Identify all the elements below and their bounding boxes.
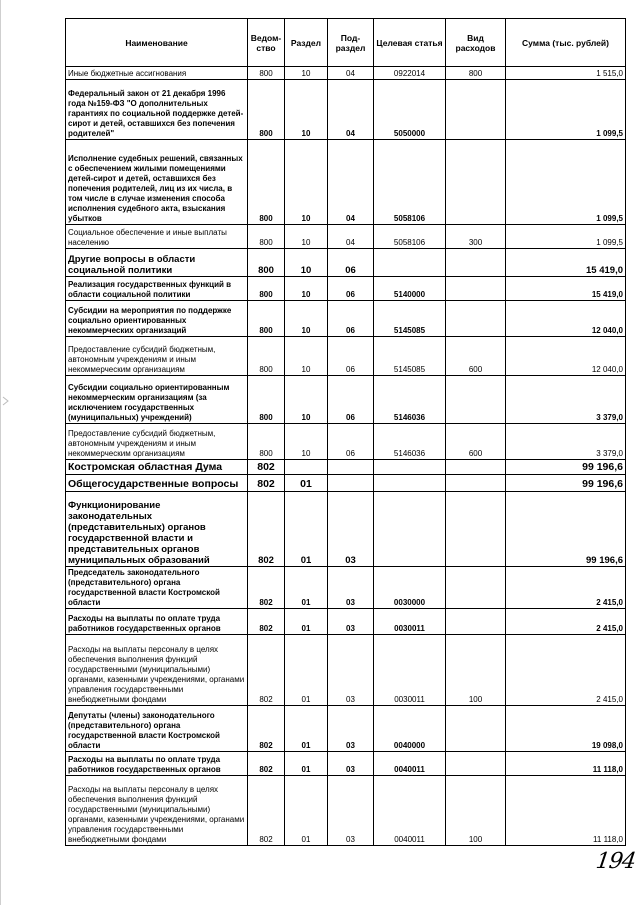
row-dept: 800 bbox=[248, 249, 285, 277]
row-expense bbox=[446, 492, 506, 567]
row-section bbox=[285, 460, 328, 475]
table-row bbox=[66, 337, 626, 376]
row-section: 10 bbox=[285, 67, 328, 80]
row-subsection: 03 bbox=[328, 706, 374, 752]
row-article: 5058106 bbox=[374, 140, 446, 225]
header-name: Наименование bbox=[66, 19, 248, 67]
row-section: 10 bbox=[285, 249, 328, 277]
row-name: Расходы на выплаты персоналу в целях обеспечения выполнения функций государственными (муниципальными) органами, казенными учреждениями, органами управления государственными внебюджетными фондами bbox=[66, 635, 248, 706]
row-expense bbox=[446, 80, 506, 140]
row-dept: 800 bbox=[248, 225, 285, 249]
row-expense bbox=[446, 609, 506, 635]
row-section: 10 bbox=[285, 301, 328, 337]
row-name: Федеральный закон от 21 декабря 1996 года №159-ФЗ "О дополнительных гарантиях по социальной поддержке детей-сирот и детей, оставшихся без попечения родителей" bbox=[66, 80, 248, 140]
row-dept: 802 bbox=[248, 460, 285, 475]
table-row bbox=[66, 277, 626, 301]
row-dept: 802 bbox=[248, 492, 285, 567]
row-name: Расходы на выплаты по оплате труда работников государственных органов bbox=[66, 752, 248, 776]
table-row bbox=[66, 706, 626, 752]
header-article: Целевая статья bbox=[374, 19, 446, 67]
row-subsection: 06 bbox=[328, 277, 374, 301]
row-name: Субсидии социально ориентированным некоммерческим организациям (за исключением государственных (муниципальных) учреждений) bbox=[66, 376, 248, 424]
row-name: Расходы на выплаты по оплате труда работников государственных органов bbox=[66, 609, 248, 635]
row-article: 0030011 bbox=[374, 609, 446, 635]
row-subsection: 03 bbox=[328, 609, 374, 635]
table-row bbox=[66, 424, 626, 460]
row-expense: 300 bbox=[446, 225, 506, 249]
row-expense bbox=[446, 376, 506, 424]
row-expense bbox=[446, 460, 506, 475]
row-sum: 12 040,0 bbox=[506, 337, 626, 376]
row-expense bbox=[446, 140, 506, 225]
row-article: 0040011 bbox=[374, 776, 446, 846]
row-name: Общегосударственные вопросы bbox=[66, 475, 248, 492]
row-sum: 2 415,0 bbox=[506, 635, 626, 706]
row-dept: 802 bbox=[248, 752, 285, 776]
row-section: 10 bbox=[285, 80, 328, 140]
row-dept: 800 bbox=[248, 67, 285, 80]
table-row bbox=[66, 140, 626, 225]
row-dept: 800 bbox=[248, 424, 285, 460]
table-row bbox=[66, 609, 626, 635]
row-subsection: 03 bbox=[328, 492, 374, 567]
row-name: Предоставление субсидий бюджетным, автономным учреждениям и иным некоммерческим организациям bbox=[66, 424, 248, 460]
row-dept: 800 bbox=[248, 337, 285, 376]
row-subsection: 06 bbox=[328, 424, 374, 460]
row-article: 0030000 bbox=[374, 567, 446, 609]
row-article: 5140000 bbox=[374, 277, 446, 301]
table-row bbox=[66, 249, 626, 277]
row-name: Расходы на выплаты персоналу в целях обеспечения выполнения функций государственными (муниципальными) органами, казенными учреждениями, органами управления государственными внебюджетными фондами bbox=[66, 776, 248, 846]
row-expense bbox=[446, 301, 506, 337]
row-section: 01 bbox=[285, 706, 328, 752]
row-section: 01 bbox=[285, 776, 328, 846]
row-expense: 100 bbox=[446, 635, 506, 706]
row-section: 01 bbox=[285, 492, 328, 567]
row-subsection: 06 bbox=[328, 337, 374, 376]
header-subsection: Под-раздел bbox=[328, 19, 374, 67]
table-row bbox=[66, 67, 626, 80]
row-article: 0030011 bbox=[374, 635, 446, 706]
row-dept: 800 bbox=[248, 301, 285, 337]
row-section: 10 bbox=[285, 277, 328, 301]
row-name: Депутаты (члены) законодательного (представительного) органа государственной власти Костромской области bbox=[66, 706, 248, 752]
table-row bbox=[66, 567, 626, 609]
row-sum: 2 415,0 bbox=[506, 567, 626, 609]
row-article: 5146036 bbox=[374, 424, 446, 460]
table-row bbox=[66, 460, 626, 475]
row-dept: 802 bbox=[248, 609, 285, 635]
page-number: 194 bbox=[594, 849, 637, 874]
row-sum: 1 099,5 bbox=[506, 80, 626, 140]
row-article: 5146036 bbox=[374, 376, 446, 424]
row-expense: 100 bbox=[446, 776, 506, 846]
row-name: Реализация государственных функций в области социальной политики bbox=[66, 277, 248, 301]
row-dept: 802 bbox=[248, 776, 285, 846]
row-name: Социальное обеспечение и иные выплаты населению bbox=[66, 225, 248, 249]
row-sum: 12 040,0 bbox=[506, 301, 626, 337]
row-article bbox=[374, 460, 446, 475]
row-sum: 15 419,0 bbox=[506, 249, 626, 277]
table-row bbox=[66, 635, 626, 706]
row-dept: 800 bbox=[248, 376, 285, 424]
row-sum: 15 419,0 bbox=[506, 277, 626, 301]
row-subsection: 03 bbox=[328, 752, 374, 776]
row-subsection bbox=[328, 475, 374, 492]
table-row bbox=[66, 376, 626, 424]
row-name: Предоставление субсидий бюджетным, автономным учреждениям и иным некоммерческим организациям bbox=[66, 337, 248, 376]
budget-table bbox=[65, 18, 626, 846]
row-expense bbox=[446, 475, 506, 492]
row-subsection: 04 bbox=[328, 225, 374, 249]
row-subsection: 06 bbox=[328, 249, 374, 277]
row-name: Субсидии на мероприятия по поддержке социально ориентированных некоммерческих организаций bbox=[66, 301, 248, 337]
row-sum: 1 099,5 bbox=[506, 140, 626, 225]
row-sum: 11 118,0 bbox=[506, 752, 626, 776]
row-expense bbox=[446, 706, 506, 752]
row-section: 10 bbox=[285, 140, 328, 225]
row-sum: 3 379,0 bbox=[506, 376, 626, 424]
row-expense: 800 bbox=[446, 67, 506, 80]
row-section: 01 bbox=[285, 752, 328, 776]
row-dept: 800 bbox=[248, 277, 285, 301]
row-expense: 600 bbox=[446, 337, 506, 376]
row-name: Функционирование законодательных (представительных) органов государственной власти и представительных органов муниципальных образований bbox=[66, 492, 248, 567]
row-sum: 11 118,0 bbox=[506, 776, 626, 846]
row-subsection: 04 bbox=[328, 80, 374, 140]
row-dept: 802 bbox=[248, 706, 285, 752]
table-row bbox=[66, 776, 626, 846]
row-dept: 802 bbox=[248, 635, 285, 706]
row-dept: 800 bbox=[248, 140, 285, 225]
row-expense: 600 bbox=[446, 424, 506, 460]
row-expense bbox=[446, 249, 506, 277]
row-section: 01 bbox=[285, 609, 328, 635]
row-section: 01 bbox=[285, 635, 328, 706]
row-article bbox=[374, 475, 446, 492]
row-dept: 802 bbox=[248, 475, 285, 492]
table-row bbox=[66, 301, 626, 337]
row-article: 0040011 bbox=[374, 752, 446, 776]
table-row bbox=[66, 752, 626, 776]
header-dept: Ведом-ство bbox=[248, 19, 285, 67]
row-article bbox=[374, 249, 446, 277]
row-subsection: 03 bbox=[328, 635, 374, 706]
row-article: 0040000 bbox=[374, 706, 446, 752]
row-section: 01 bbox=[285, 475, 328, 492]
margin-mark-icon bbox=[2, 396, 10, 406]
row-section: 10 bbox=[285, 376, 328, 424]
row-sum: 99 196,6 bbox=[506, 460, 626, 475]
row-subsection: 04 bbox=[328, 67, 374, 80]
row-name: Иные бюджетные ассигнования bbox=[66, 67, 248, 80]
row-subsection: 04 bbox=[328, 140, 374, 225]
header-row bbox=[66, 19, 626, 67]
header-expense: Вид расходов bbox=[446, 19, 506, 67]
row-subsection: 03 bbox=[328, 776, 374, 846]
row-sum: 1 099,5 bbox=[506, 225, 626, 249]
row-article: 5058106 bbox=[374, 225, 446, 249]
row-sum: 3 379,0 bbox=[506, 424, 626, 460]
table-row bbox=[66, 492, 626, 567]
row-article: 5145085 bbox=[374, 337, 446, 376]
header-section: Раздел bbox=[285, 19, 328, 67]
row-subsection: 06 bbox=[328, 301, 374, 337]
table-row bbox=[66, 80, 626, 140]
row-dept: 800 bbox=[248, 80, 285, 140]
row-sum: 2 415,0 bbox=[506, 609, 626, 635]
row-sum: 19 098,0 bbox=[506, 706, 626, 752]
row-subsection: 03 bbox=[328, 567, 374, 609]
row-expense bbox=[446, 752, 506, 776]
table-row bbox=[66, 225, 626, 249]
row-name: Председатель законодательного (представительного) органа государственной власти Костромской области bbox=[66, 567, 248, 609]
row-sum: 99 196,6 bbox=[506, 475, 626, 492]
row-article bbox=[374, 492, 446, 567]
row-article: 0922014 bbox=[374, 67, 446, 80]
row-subsection: 06 bbox=[328, 376, 374, 424]
row-section: 10 bbox=[285, 337, 328, 376]
row-name: Костромская областная Дума bbox=[66, 460, 248, 475]
row-expense bbox=[446, 567, 506, 609]
row-section: 10 bbox=[285, 225, 328, 249]
row-section: 10 bbox=[285, 424, 328, 460]
table-row bbox=[66, 475, 626, 492]
row-name: Исполнение судебных решений, связанных с обеспечением жилыми помещениями детей-сирот и детей, оставшихся без попечения родителей, лиц из их числа, в том числе в случае изменения способа исполнения судебного акта, взыскания убытков bbox=[66, 140, 248, 225]
row-dept: 802 bbox=[248, 567, 285, 609]
row-sum: 99 196,6 bbox=[506, 492, 626, 567]
row-subsection bbox=[328, 460, 374, 475]
header-sum: Сумма (тыс. рублей) bbox=[506, 19, 626, 67]
row-article: 5145085 bbox=[374, 301, 446, 337]
row-sum: 1 515,0 bbox=[506, 67, 626, 80]
row-section: 01 bbox=[285, 567, 328, 609]
row-name: Другие вопросы в области социальной политики bbox=[66, 249, 248, 277]
row-article: 5050000 bbox=[374, 80, 446, 140]
row-expense bbox=[446, 277, 506, 301]
